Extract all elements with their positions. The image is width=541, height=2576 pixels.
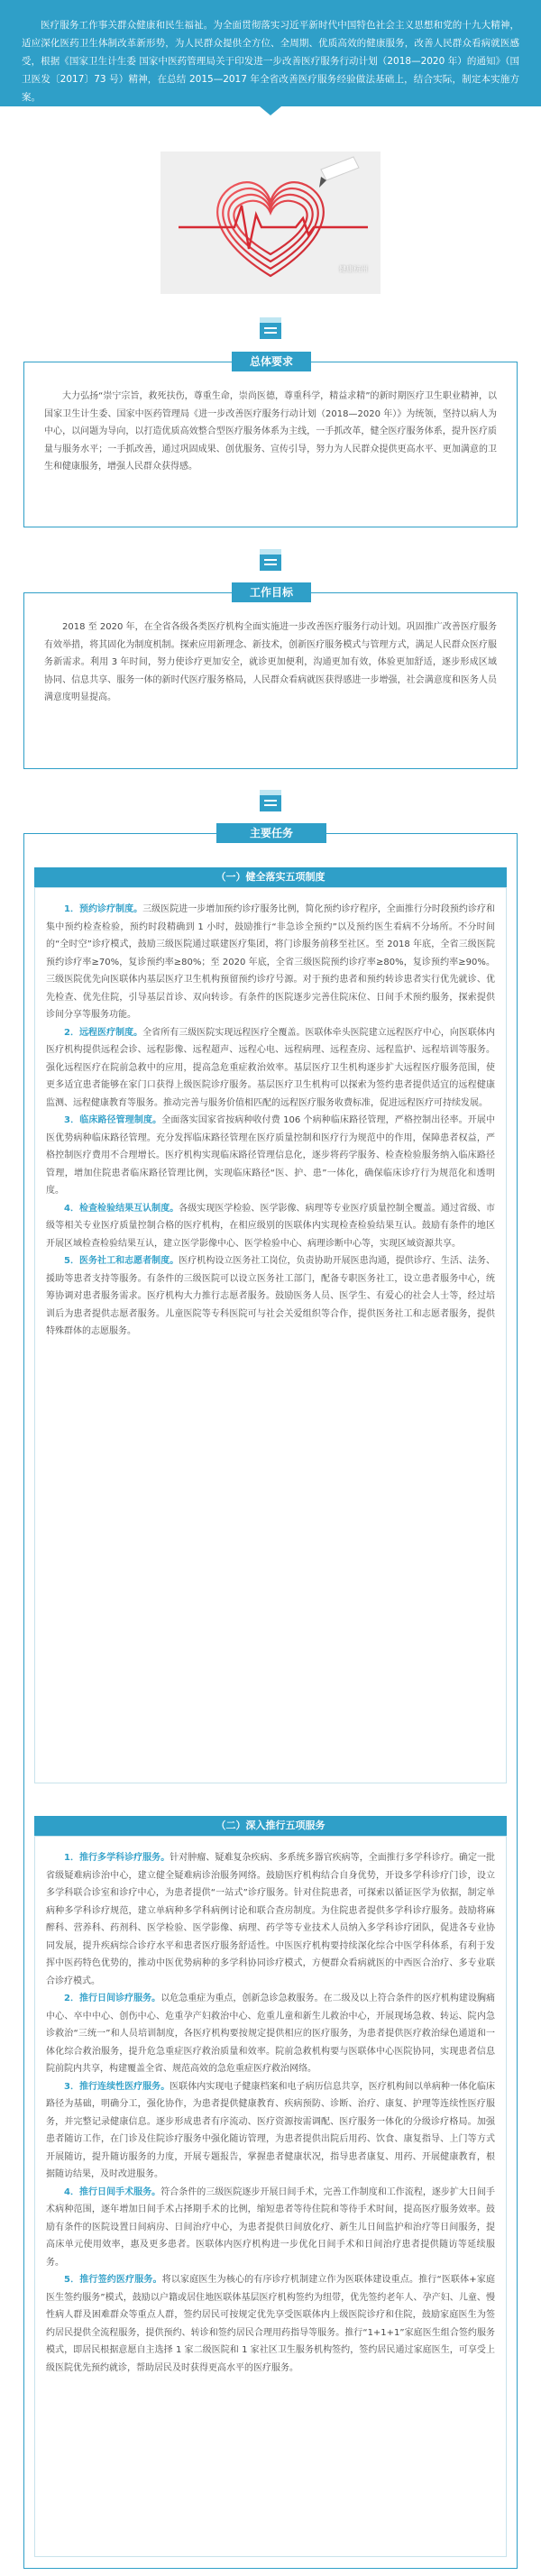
section-divider-icon (260, 317, 281, 339)
intro-text: 医疗服务工作事关群众健康和民生福祉。为全面贯彻落实习近平新时代中国特色社会主义思想和党的十九大精神，适应深化医药卫生体制改革新形势，为人民群众提供全方位、全周期、优质高效的健康服务，改善人民群众看病就医感受，根据《国家卫生计生委 国家中医药管理局关于印发进一步改善医疗服务行动计划（2018—2020 年）的通知》（国卫医发〔2017〕73 号）精神，在总结 2015—2017 年全省改善医疗服务经验做法基础上，结合实际，制定本实施方案。 (22, 20, 519, 103)
hero-watermark: 健康杭州 (339, 265, 368, 273)
section-divider-icon (260, 549, 281, 571)
main-tasks-title: 主要任务 (216, 823, 326, 843)
item-lead: 2．推行日间诊疗服务。 (64, 1994, 161, 2003)
list-item (46, 1112, 495, 1200)
item-lead: 4．推行日间手术服务。 (64, 2186, 161, 2197)
item-text: 各级实现医学检验、医学影像、病理等专业医疗质量控制全覆盖。通过省级、市级等相关专业医疗质量控制合格的医疗机构，在相应级别的医联体内实现检查检验结果互认。鼓励有条件的地区开展区域检查检验结果互认，建立医学影像中心、医学检验中心、病理诊断中心等，实现区域资源共享。 (46, 1203, 495, 1249)
item-text: 以危急重症为重点，创新急诊急救服务。在二级及以上符合条件的医疗机构建设胸痛中心、卒中中心、创伤中心、危重孕产妇救治中心、危重儿童和新生儿救治中心，开展现场急救、转运、院内急诊救治“三统一”和人员培训制度，各医疗机构要按规定提供相应的医疗服务，为患者提供医疗救治绿色通道和一体化综合救治服务，提升危急重症医疗救治质量和效率。院前急救机构要与医联体中心医院协同，实现患者信息院前院内共享，构建覆盖全省、规范高效的急危重症医疗救治网络。 (46, 1994, 495, 2074)
item-lead: 2．远程医疗制度。 (64, 1027, 143, 1038)
five-systems-panel (34, 887, 507, 1783)
overall-requirements-title: 总体要求 (232, 352, 311, 371)
intro-arrow-icon (260, 106, 281, 115)
list-item (46, 1849, 495, 1990)
list-item (46, 1200, 495, 1253)
item-text: 医疗机构设立医务社工岗位，负责协助开展医患沟通，提供诊疗、生活、法务、援助等患者支持等服务。有条件的三级医院可以设立医务社工部门，配备专职医务社工，设立患者服务中心，统筹协调对患者服务需求。医疗机构大力推行志愿者服务。鼓励医务人员、医学生、有爱心的社会人士等，经过培训后为患者提供志愿者服务。儿童医院等专科医院可与社会关爱组织等合作，提供医务社工和志愿者服务，提供特殊群体的志愿服务。 (46, 1256, 495, 1336)
item-text: 医联体内实现电子健康档案和电子病历信息共享，医疗机构间以单病种一体化临床路径为基础，明确分工，强化协作，为患者提供健康教育、疾病预防、诊断、治疗、康复、护理等连续性医疗服务，并完整记录健康信息。逐步形成患者有序流动、医疗资源按需调配、医疗服务一体化的分级诊疗格局。加强患者随访工作，在门诊及住院诊疗服务中强化随访管理，为患者提供出院后用药、饮食、康复指导、上门等方式开展随访，提升随访服务的力度，开展专题报告，掌握患者健康状况，指导患者康复、用药、开展健康教育，根据随访结果，及时改进服务。 (46, 2081, 496, 2179)
item-lead: 3．临床路径管理制度。 (64, 1115, 162, 1125)
overall-requirements-text: 大力弘扬“崇宁宗旨，救死扶伤，尊重生命，崇尚医德，尊重科学，精益求精”的新时期医疗卫生职业精神，以国家卫生计生委、国家中医药管理局《进一步改善医疗服务行动计划（2018—2020 年）》为统领，坚持以病人为中心，以问题为导向，以打造优质高效整合型医疗服务体系为主线，一手抓改革，健全医疗服务体系，提升医疗质量与服务水平；一手抓改善，通过巩固成果、创优服务、宣传引导，努力为人民群众提供更高水平、更加满意的卫生和健康服务，增强人民群众获得感。 (44, 391, 497, 472)
list-item (46, 1252, 495, 1341)
item-lead: 5．医务社工和志愿者制度。 (64, 1256, 179, 1266)
item-text: 针对肿瘤、疑难复杂疾病、多系统多器官疾病等，全面推行多学科诊疗。确定一批省级疑难病诊治中心，建立健全疑难病诊治服务网络。鼓励医疗机构结合自身优势，开设多学科诊疗门诊，设立多学科联合诊室和诊疗中心，为患者提供“一站式”诊疗服务。针对住院患者，可探索以循证医学为依据，制定单病种多学科诊疗规范，建立单病种多学科病例讨论和联合查房制度。为住院患者提供多学科诊疗服务。鼓励将麻醉科、营养科、药剂科、医学检验、医学影像、病理、药学等专业技术人员纳入多学科诊疗团队，促进各专业协同发展，提升疾病综合诊疗水平和患者医疗服务舒适性。中医医疗机构要持续深化综合中医学科体系，有利于发挥中医药特色优势的，推动中医优势病种的多学科协同诊疗模式，方便群众看病就医的中西医合治疗、多专业联合诊疗模式。 (46, 1853, 496, 1986)
section-heading-five-systems: （一）健全落实五项制度 (34, 867, 507, 887)
item-text: 符合条件的三级医院逐步开展日间手术，完善工作制度和工作流程，逐步扩大日间手术病种范围，逐年增加日间手术占择期手术的比例，缩短患者等待住院和等待手术时间，提高医疗服务效率。鼓励有条件的医院设置日间病房、日间治疗中心，为患者提供日间放化疗、新生儿日间监护和治疗等日间服务，提高床单元使用效率，惠及更多患者。医联体内医疗机构进一步优化日间手术和日间治疗患者提供随访等延续服务。 (46, 2186, 495, 2268)
item-lead: 1．推行多学科诊疗服务。 (64, 1853, 170, 1863)
item-lead: 1．预约诊疗制度。 (64, 904, 143, 914)
work-goals-title: 工作目标 (232, 582, 311, 602)
item-text: 全面落实国家省按病种收付费 106 个病种临床路径管理，严格控制出径率。开展中医优势病种临床路径管理。充分发挥临床路径管理在医疗质量控制和医疗行为规范中的作用，保障患者权益，严格控制医疗费用不合理增长。医疗机构实现临床路径管理信息化，逐步将药学服务、检查检验服务纳入临床路径管理，增加住院患者临床路径管理比例，实现临床路径“医、护、患”一体化，确保临床诊疗行为规范化和透明度。 (46, 1115, 495, 1196)
item-lead: 4．检查检验结果互认制度。 (64, 1203, 179, 1214)
list-item (46, 1024, 495, 1113)
overall-requirements-box (23, 355, 518, 527)
section-divider-icon (260, 790, 281, 811)
hero-image (160, 151, 381, 294)
list-item (46, 2271, 495, 2377)
list-item (46, 2078, 495, 2184)
section-heading-five-services: （二）深入推行五项服务 (34, 1816, 507, 1836)
item-text: 将以家庭医生为核心的有序诊疗机制建立作为医联体建设重点。推行“医联体+家庭医生签约服务”模式，鼓励以户籍或居住地医联体基层医疗机构签约为纽带，优先签约老年人、孕产妇、儿童、慢性病人群及困难群众等重点人群，签约居民可按规定优先享受医联体内上级医院诊疗和住院，鼓励家庭医生为签约居民提供全流程服务，提供预约、转诊和签约居民合理用药指导等服务。推行“1+1+1”家庭医生组合签约服务模式，即居民根据意愿自主选择 1 家二级医院和 1 家社区卫生服务机构签约，签约居民通过家庭医生，可享受上级医院优先预约就诊，帮助居民及时获得更高水平的医疗服务。 (46, 2275, 495, 2373)
item-lead: 3．推行连续性医疗服务。 (64, 2081, 170, 2092)
work-goals-text: 2018 至 2020 年，在全省各级各类医疗机构全面实施进一步改善医疗服务行动计划。巩固推广改善医疗服务有效举措，将其固化为制度机制。探索应用新理念、新技术，创新医疗服务模式与管理方式，满足人民群众医疗服务新需求。利用 3 年时间，努力使诊疗更加安全，就诊更加便利，沟通更加有效，体验更加舒适，逐步形成区域协同、信息共享、服务一体的新时代医疗服务格局，人民群众看病就医获得感进一步增强，社会满意度和医务人员满意度明显提高。 (44, 622, 497, 702)
item-text: 三级医院进一步增加预约诊疗服务比例，简化预约诊疗程序，全面推行分时段预约诊疗和集中预约检查检验，预约时段精确到 1 小时，鼓励推行“非急诊全预约”以及预约医生看病不分场所。不分时间的“全时空”诊疗模式，鼓励三级医院通过联建医疗集团，将门诊服务前移至社区。至 2018 年底，全省三级医院预约诊疗率≥70%，复诊预约率≥80%；至 2020 年底，全省三级医院预约诊疗率≥80%，复诊预约率≥90%。三级医院优先向医联体内基层医疗卫生机构预留预约诊疗号源。对于预约患者和预约转诊患者实行优先就诊、优先检查、优先住院，引导基层首诊、双向转诊。有条件的医院逐步完善住院床位、日间手术预约服务，探索提供诊间分享等服务功能。 (46, 904, 495, 1020)
work-goals-box (23, 586, 518, 769)
list-item (46, 901, 495, 1024)
list-item (46, 2184, 495, 2272)
five-services-panel (34, 1836, 507, 2557)
intro-banner (0, 0, 541, 106)
item-text: 全省所有三级医院实现远程医疗全覆盖。医联体牵头医院建立远程医疗中心，向医联体内医疗机构提供远程会诊、远程影像、远程超声、远程心电、远程病理、远程查房、远程监护、远程培训等服务。强化远程医疗在院前急救中的应用，提高急危重症救治效率。基层医疗卫生机构逐步扩大远程医疗服务范围，使更多适宜患者能够在家门口获得上级医院诊疗服务。基层医疗卫生机构可以探索为签约患者提供适宜的远程健康监测、远程健康教育等服务。推动完善与服务价值相匹配的远程医疗服务收费标准，促进远程医疗可持续发展。 (46, 1027, 495, 1108)
item-lead: 5．推行签约医疗服务。 (64, 2275, 162, 2285)
list-item (46, 1990, 495, 2078)
